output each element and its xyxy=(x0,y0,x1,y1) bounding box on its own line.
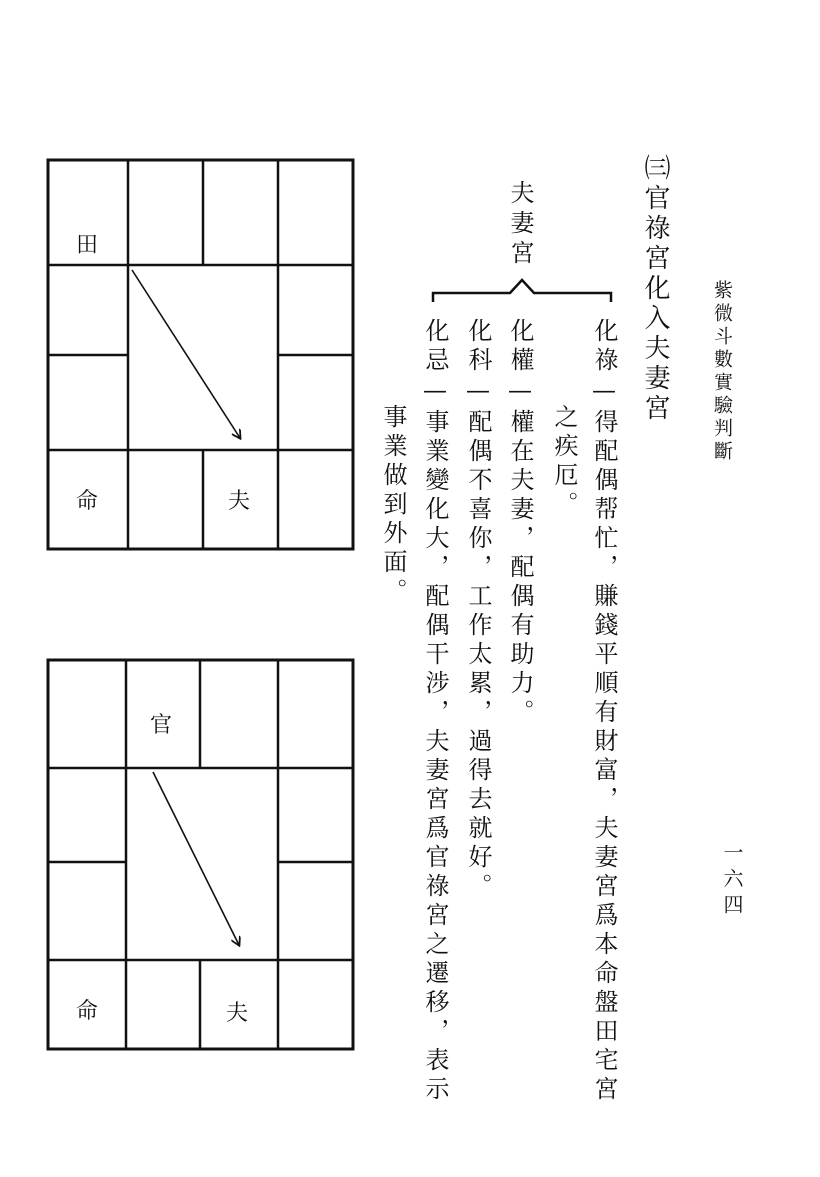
item-hualu-line1: 化祿—得配偶帮忙，賺錢平順有財富，夫妻宮爲本命盤田宅宮 xyxy=(590,318,618,1105)
section-title: ㈢官祿宮化入夫妻宮 xyxy=(640,154,670,424)
chart-bottom-cell-guan: 官 xyxy=(150,713,173,738)
chart-bottom-grid xyxy=(48,660,353,1049)
chart-top-cell-ming: 命 xyxy=(76,489,99,514)
page-number: 一六四 xyxy=(720,842,744,920)
item-huaji-line2: 事業做到外面。 xyxy=(379,404,407,607)
chart-top-cell-tian: 田 xyxy=(76,233,99,258)
chart-top-cell-fu: 夫 xyxy=(228,489,251,514)
item-hualu-line2: 之疾厄。 xyxy=(550,404,578,520)
item-huake: 化科—配偶不喜你，工作太累，過得去就好。 xyxy=(464,318,492,902)
chart-top-arrow xyxy=(132,270,240,438)
item-huaquan: 化權—權在夫妻，配偶有助力。 xyxy=(506,318,534,728)
chart-bottom-cell-fu: 夫 xyxy=(226,1001,249,1026)
chart-bottom-cell-ming: 命 xyxy=(76,999,99,1024)
item-huaji-line1: 化忌—事業變化大，配偶干涉，夫妻宮爲官祿宮之遷移，表示 xyxy=(421,318,449,1105)
brace-label: 夫妻宮 xyxy=(506,180,534,270)
chart-bottom-arrow xyxy=(153,772,239,945)
book-title: 紫微斗數實驗判斷 xyxy=(711,280,733,464)
curly-brace xyxy=(433,280,611,302)
